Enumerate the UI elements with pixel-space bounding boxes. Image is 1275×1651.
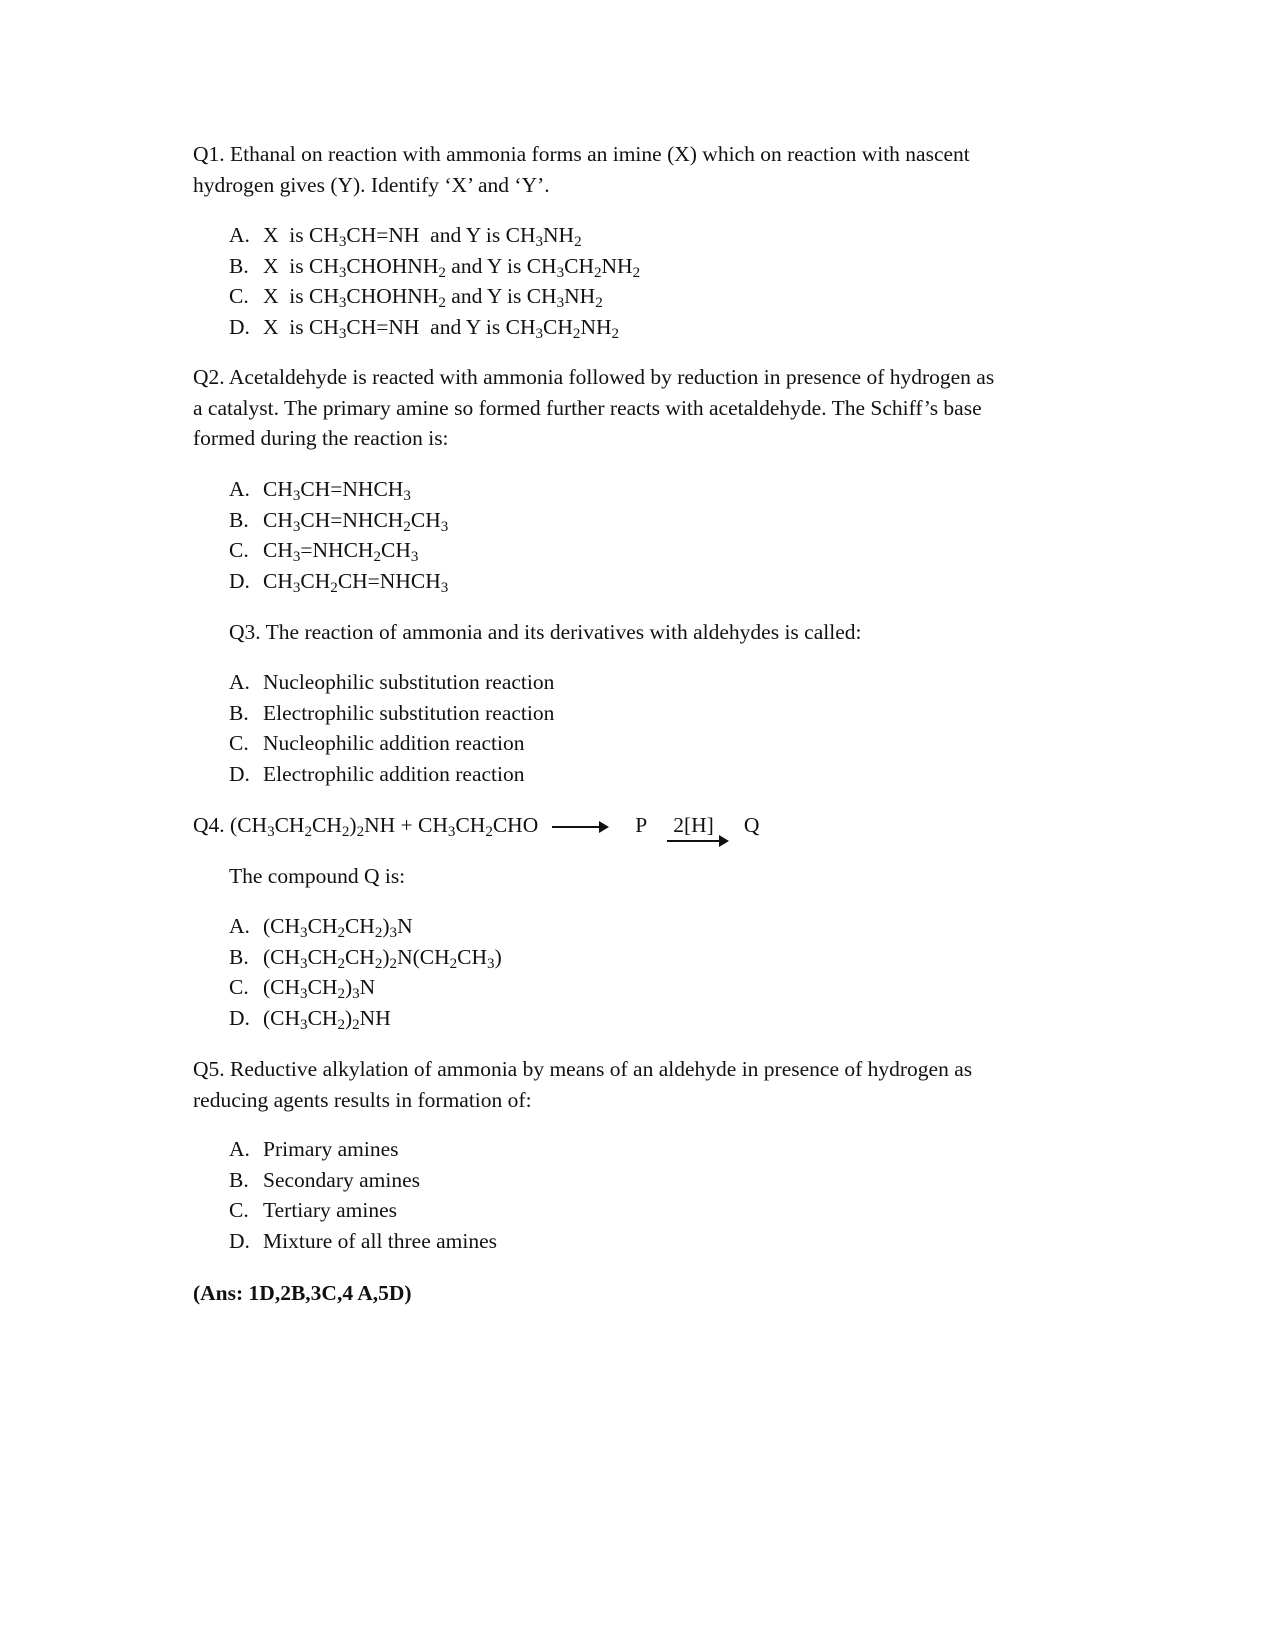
option-text: $(CH_3CH_2CH_2)_2N(CH_2CH_3)$ xyxy=(263,944,502,972)
option-letter: A. xyxy=(229,670,250,694)
question-5-options xyxy=(229,1134,1109,1256)
option xyxy=(229,942,1109,973)
question-text: The compound Q is: xyxy=(229,864,406,888)
option xyxy=(229,566,1109,597)
option-text: Electrophilic addition reaction xyxy=(263,761,525,786)
question-text: a catalyst. The primary amine so formed further reacts with acetaldehyde. The Schiff’s base xyxy=(193,395,982,420)
option-text: X is $CH_3CH=NH$ and Y is $CH_3CH_2NH_2$ xyxy=(263,314,620,342)
question-label: Q4. xyxy=(193,813,225,837)
question-text: hydrogen gives (Y). Identify ‘X’ and ‘Y’. xyxy=(193,172,550,197)
option xyxy=(229,1226,1109,1257)
option-letter: A. xyxy=(229,1137,250,1161)
product: Q xyxy=(743,813,760,837)
option-letter: A. xyxy=(229,914,250,938)
option xyxy=(229,281,1109,312)
option xyxy=(229,759,1109,790)
question-4 xyxy=(229,861,1109,892)
reactants: $(CH_3CH_2CH_2)_2NH + CH_3CH_2CHO$ xyxy=(230,813,539,840)
option-letter: A. xyxy=(229,223,250,247)
option xyxy=(229,1165,1109,1196)
option xyxy=(229,312,1109,343)
option-text: Nucleophilic substitution reaction xyxy=(263,670,555,694)
question-text: reducing agents results in formation of: xyxy=(193,1087,532,1112)
option-text: Tertiary amines xyxy=(263,1198,398,1222)
option-text: $(CH_3CH_2CH_2)_3N$ xyxy=(263,914,413,941)
option-text: X is $CH_3CH=NH$ and Y is $CH_3NH_2$ xyxy=(263,223,582,250)
option xyxy=(229,667,1109,698)
question-1-options xyxy=(229,220,1109,342)
answer-key: (Ans: 1D,2B,3C,4 A,5D) xyxy=(193,1281,412,1305)
option xyxy=(229,535,1109,566)
question-4-options xyxy=(229,911,1109,1033)
question-text: formed during the reaction is: xyxy=(193,426,449,450)
option-letter: C. xyxy=(229,538,249,562)
question-text: Q2. Acetaldehyde is reacted with ammonia followed by reduction in presence of hydrogen as xyxy=(193,365,995,389)
option-text: Primary amines xyxy=(263,1137,399,1161)
question-4-reaction xyxy=(193,810,1073,841)
option-letter: C. xyxy=(229,284,249,308)
question-3 xyxy=(229,617,1109,648)
question-2-options xyxy=(229,474,1109,596)
question-1 xyxy=(193,139,1073,200)
option-text: Electrophilic substitution reaction xyxy=(263,700,555,725)
option-text: X is $CH_3CHOHNH_2$ and Y is $CH_3CH_2NH_2$ xyxy=(263,253,641,281)
intermediate: P xyxy=(635,813,648,837)
option-letter: D. xyxy=(229,568,250,593)
option xyxy=(229,698,1109,729)
option xyxy=(229,1134,1109,1165)
question-text: Q5. Reductive alkylation of ammonia by means of an aldehyde in presence of hydrogen as xyxy=(193,1057,973,1081)
option-letter: D. xyxy=(229,314,250,339)
option xyxy=(229,972,1109,1003)
option-text: $CH_3CH=NHCH_2CH_3$ xyxy=(263,507,449,535)
option-text: X is $CH_3CHOHNH_2$ and Y is $CH_3NH_2$ xyxy=(263,284,603,311)
option-letter: B. xyxy=(229,507,249,532)
question-2 xyxy=(193,362,1073,454)
question-3-options xyxy=(229,667,1109,789)
option xyxy=(229,220,1109,251)
option-text: $CH_3=NHCH_2CH_3$ xyxy=(263,538,419,565)
option-letter: B. xyxy=(229,944,249,969)
option-letter: B. xyxy=(229,1167,249,1192)
option-text: Mixture of all three amines xyxy=(263,1228,498,1253)
question-5 xyxy=(193,1054,1073,1115)
option xyxy=(229,1195,1109,1226)
question-text: Q1. Ethanal on reaction with ammonia forms an imine (X) which on reaction with nascent xyxy=(193,142,970,166)
option-letter: C. xyxy=(229,731,249,755)
option-text: $CH_3CH_2CH=NHCH_3$ xyxy=(263,568,449,596)
option-text: Nucleophilic addition reaction xyxy=(263,731,525,755)
option-text: $CH_3CH=NHCH_3$ xyxy=(263,477,411,504)
reagent: 2[H] xyxy=(673,813,714,837)
option-letter: A. xyxy=(229,477,250,501)
option-letter: B. xyxy=(229,700,249,725)
option-letter: C. xyxy=(229,1198,249,1222)
option-text: Secondary amines xyxy=(263,1167,421,1192)
option xyxy=(229,1003,1109,1034)
option-text: $(CH_3CH_2)_2NH$ xyxy=(263,1005,391,1033)
option xyxy=(229,251,1109,282)
option-letter: D. xyxy=(229,761,250,786)
option xyxy=(229,474,1109,505)
reaction-arrow-icon xyxy=(552,826,607,828)
option-letter: D. xyxy=(229,1228,250,1253)
reaction-arrow-icon xyxy=(667,840,725,842)
reagent-arrow xyxy=(673,810,714,841)
option-text: $(CH_3CH_2)_3N$ xyxy=(263,975,376,1002)
question-text: Q3. The reaction of ammonia and its derivatives with aldehydes is called: xyxy=(229,620,862,644)
option-letter: D. xyxy=(229,1005,250,1030)
option-letter: C. xyxy=(229,975,249,999)
option xyxy=(229,505,1109,536)
option-letter: B. xyxy=(229,253,249,278)
option xyxy=(229,911,1109,942)
option xyxy=(229,728,1109,759)
